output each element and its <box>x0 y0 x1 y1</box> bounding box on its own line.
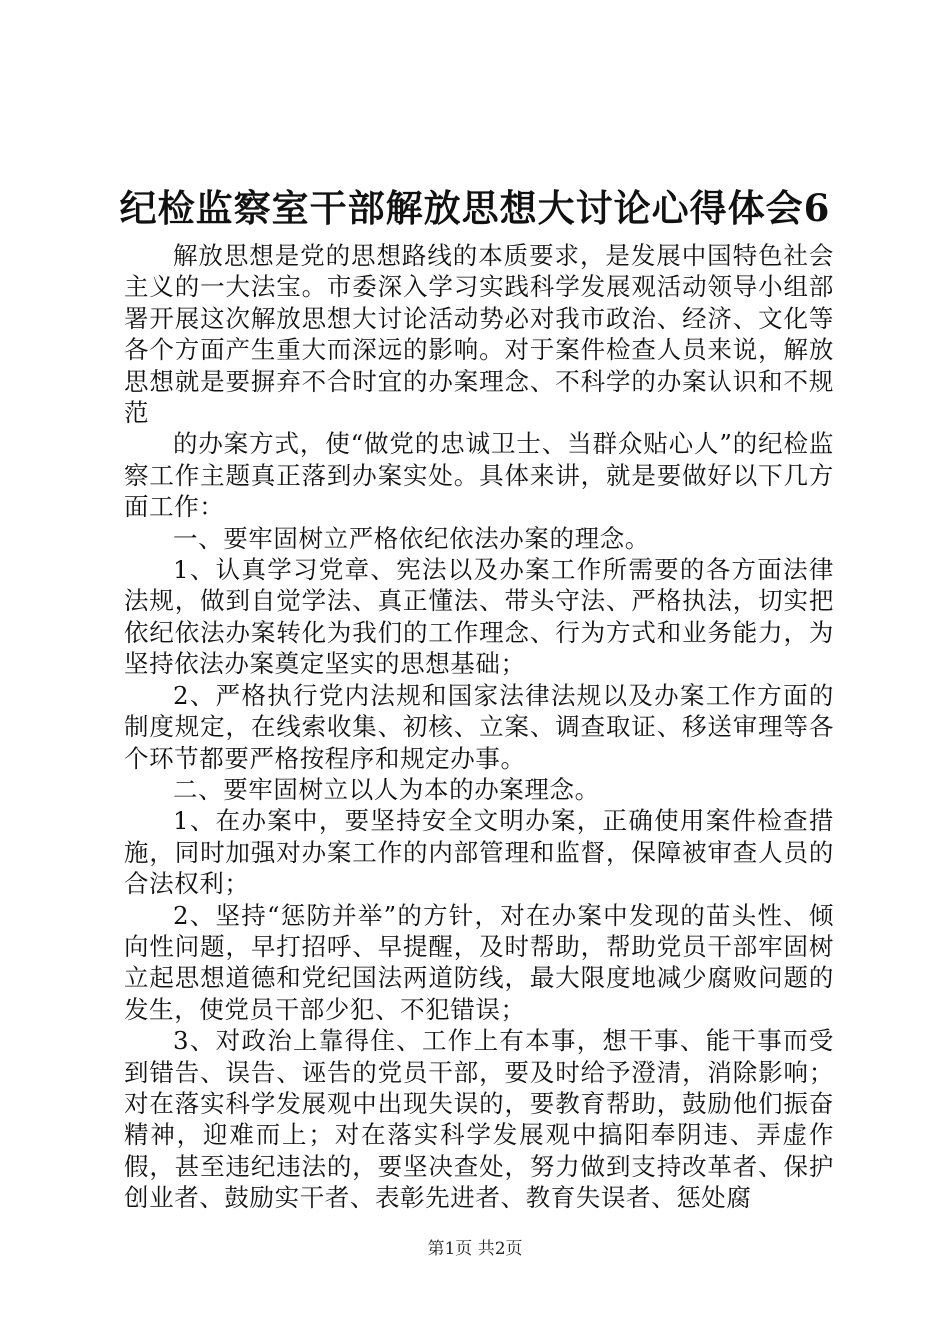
document-title: 纪检监察室干部解放思想大讨论心得体会6 <box>119 186 831 230</box>
paragraph: 2、坚持“惩防并举”的方针，对在办案中发现的苗头性、倾向性问题，早打招呼、早提醒，及时帮助，帮助党员干部牢固树立起思想道德和党纪国法两道防线，最大限度地减少腐败问题的发生，使党员干部少犯、不犯错误； <box>124 900 834 1024</box>
document-body <box>124 240 834 1214</box>
page-number-footer: 第1页 共2页 <box>427 1239 523 1259</box>
paragraph: 2、严格执行党内法规和国家法律法规以及办案工作方面的制度规定，在线索收集、初核、立案、调查取证、移送审理等各个环节都要严格按程序和规定办事。 <box>124 680 834 773</box>
section-heading: 二、要牢固树立以人为本的办案理念。 <box>173 774 600 804</box>
paragraph: 1、认真学习党章、宪法以及办案工作所需要的各方面法律法规，做到自觉学法、真正懂法、带头守法、严格执法，切实把依纪依法办案转化为我们的工作理念、行为方式和业务能力，为坚持依法办案奠定坚实的思想基础； <box>124 555 834 679</box>
paragraph: 解放思想是党的思想路线的本质要求，是发展中国特色社会主义的一大法宝。市委深入学习实践科学发展观活动领导小组部署开展这次解放思想大讨论活动势必对我市政治、经济、文化等各个方面产生重大而深远的影响。对于案件检查人员来说，解放思想就是要摒弃不合时宜的办案理念、不科学的办案认识和不规范 <box>124 241 834 428</box>
paragraph: 的办案方式，使“做党的忠诚卫士、当群众贴心人”的纪检监察工作主题真正落到办案实处。具体来讲，就是要做好以下几方面工作： <box>124 429 834 522</box>
paragraph: 3、对政治上靠得住、工作上有本事，想干事、能干事而受到错告、误告、诬告的党员干部，要及时给予澄清，消除影响；对在落实科学发展观中出现失误的，要教育帮助，鼓励他们振奋精神，迎难而上；对在落实科学发展观中搞阳奉阴违、弄虚作假，甚至违纪违法的，要坚决查处，努力做到支持改革者、保护创业者、鼓励实干者、表彰先进者、教育失误者、惩处腐 <box>124 1026 834 1213</box>
section-heading: 一、要牢固树立严格依纪依法办案的理念。 <box>173 523 650 553</box>
paragraph: 1、在办案中，要坚持安全文明办案，正确使用案件检查措施，同时加强对办案工作的内部管理和监督，保障被审查人员的合法权利； <box>124 806 834 899</box>
